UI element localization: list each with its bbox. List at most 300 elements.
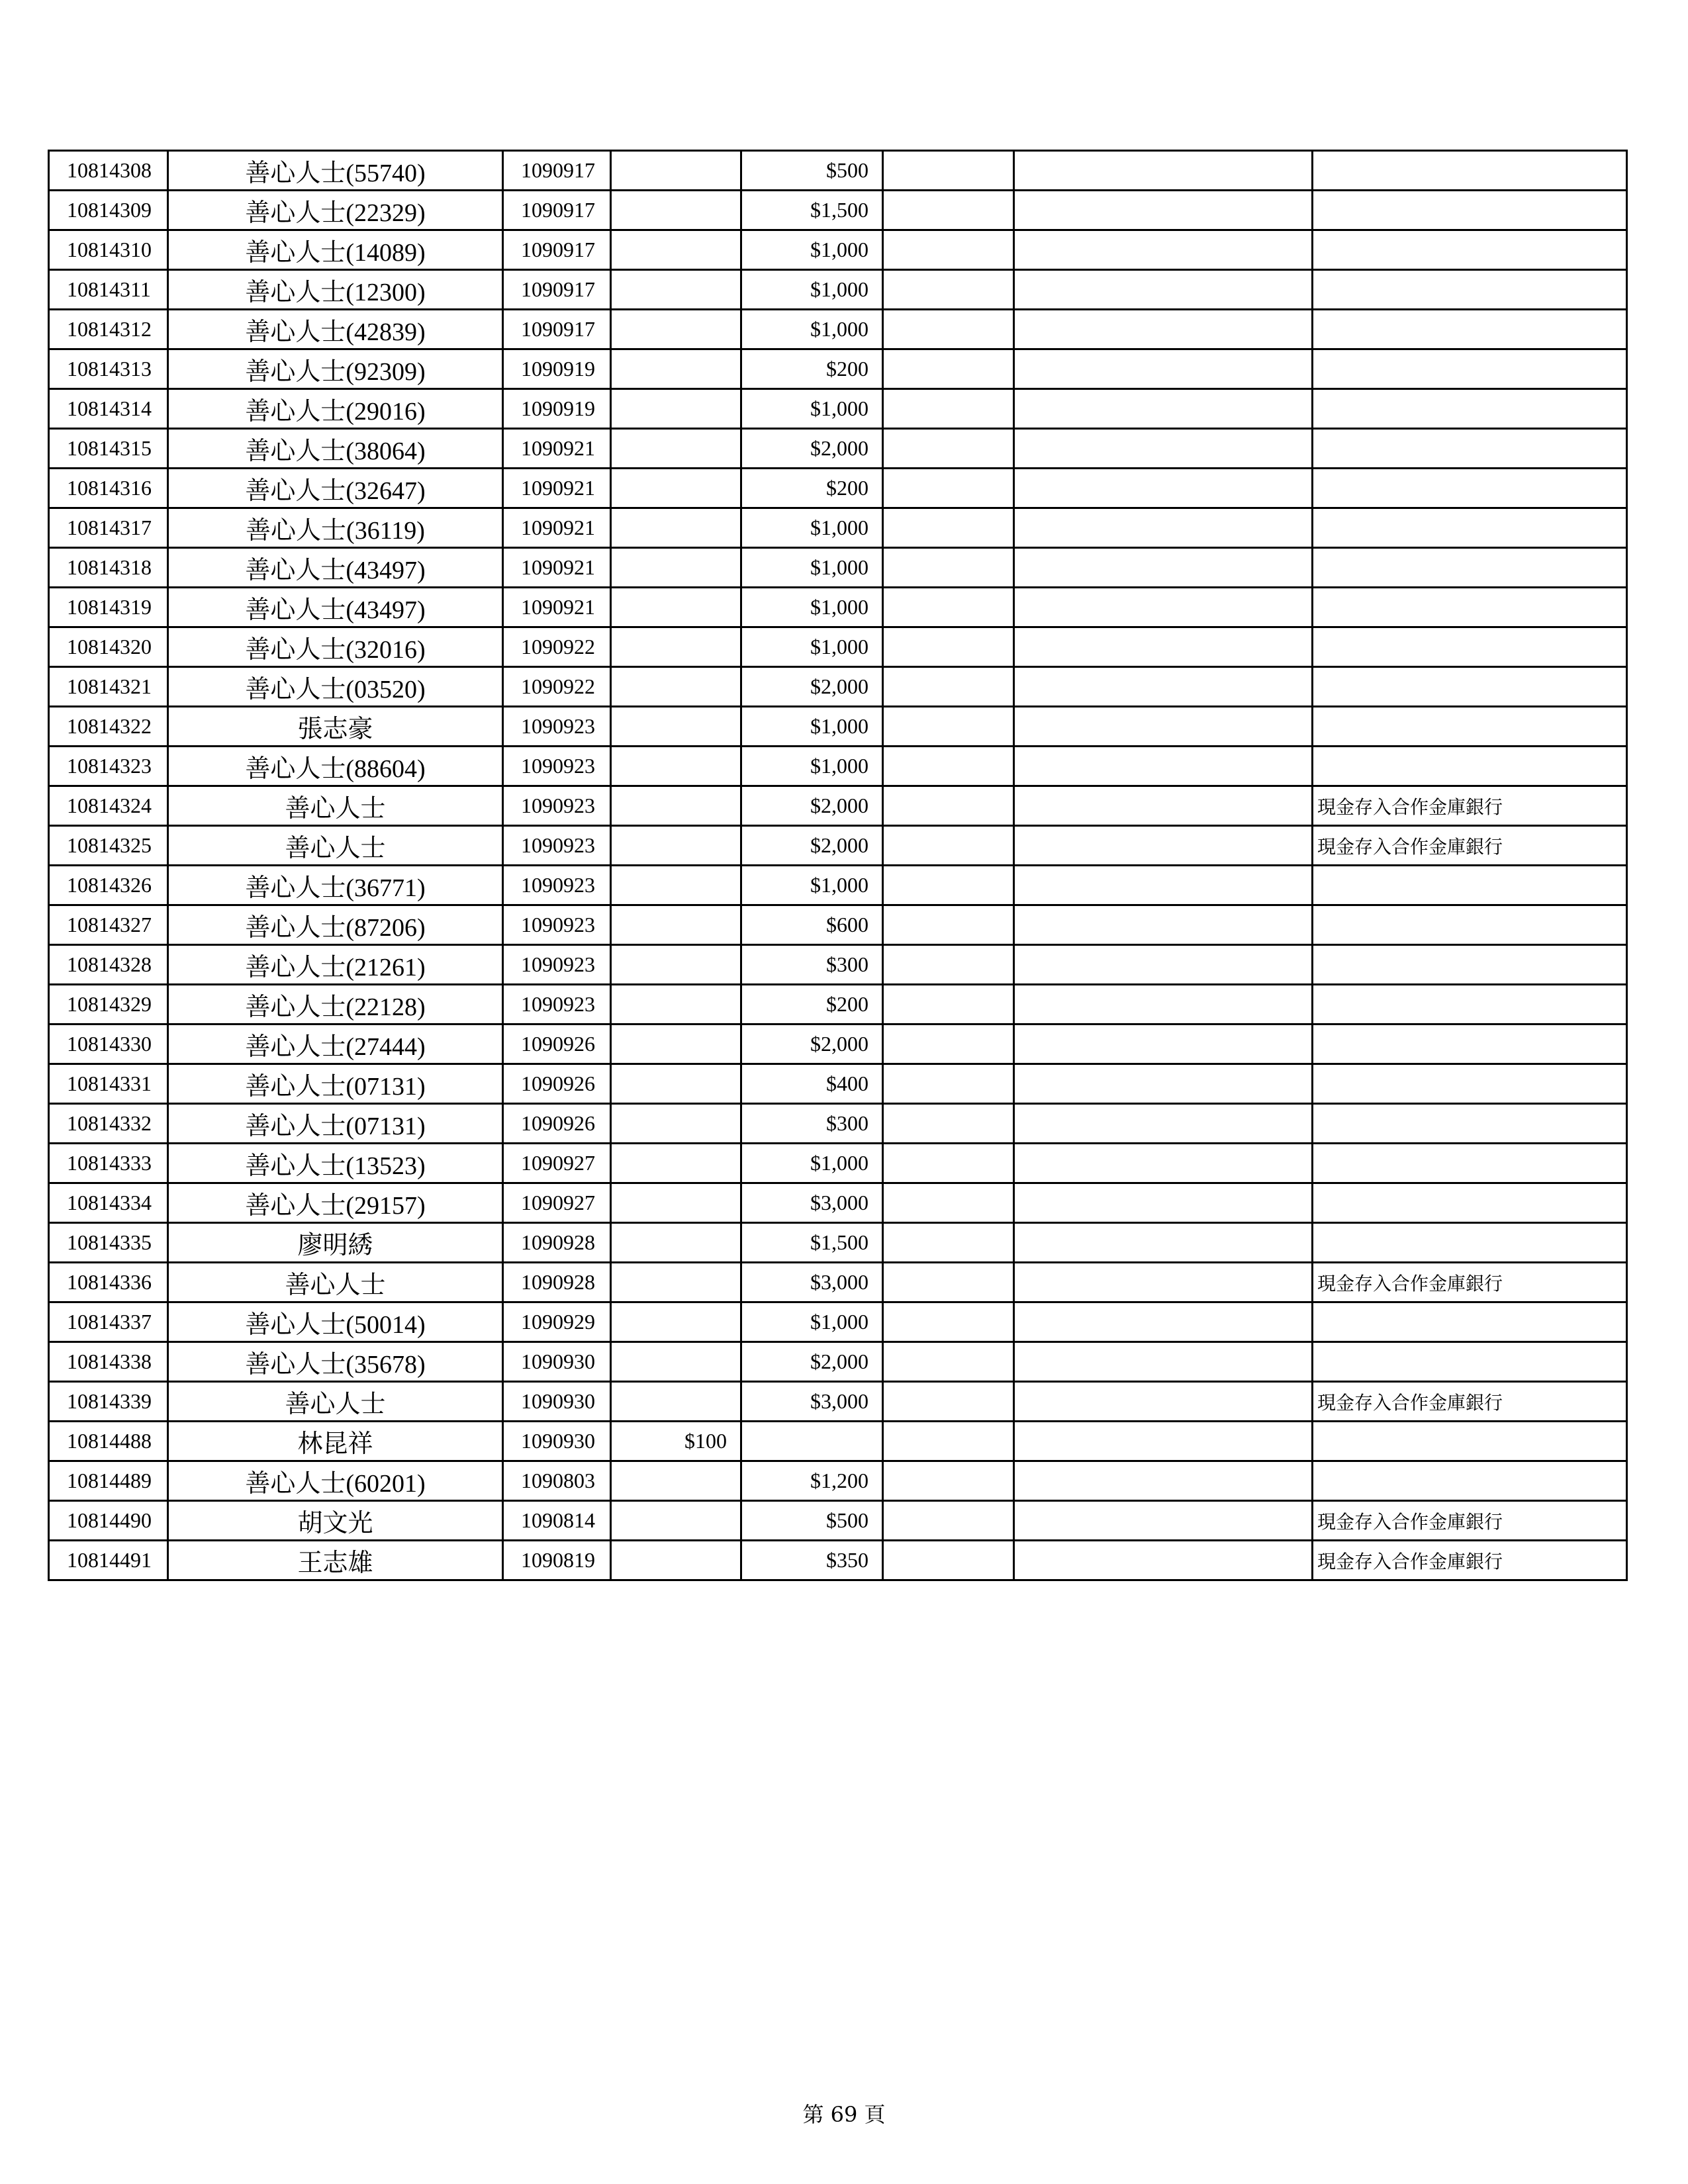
- donation-date-cell: 1090926: [503, 1024, 611, 1064]
- amount-cell-a: [611, 270, 741, 310]
- amount-cell-a: [611, 1302, 741, 1342]
- empty-cell-7: [1014, 1422, 1313, 1461]
- donation-date-cell: 1090923: [503, 905, 611, 945]
- donor-name-cell: 善心人士(42839): [168, 310, 503, 349]
- receipt-number-cell: 10814321: [49, 667, 168, 707]
- empty-cell-6: [883, 667, 1014, 707]
- empty-cell-7: [1014, 1461, 1313, 1501]
- remark-cell: [1313, 1223, 1627, 1263]
- remark-cell: [1313, 747, 1627, 786]
- table-row: [49, 1263, 1627, 1302]
- remark-cell: [1313, 627, 1627, 667]
- remark-cell: [1313, 1104, 1627, 1144]
- amount-cell-a: [611, 707, 741, 747]
- amount-cell-b: $350: [741, 1541, 883, 1580]
- amount-cell-b: $1,000: [741, 270, 883, 310]
- page-number: 第 69 頁: [802, 2102, 886, 2127]
- empty-cell-7: [1014, 1541, 1313, 1580]
- table-row: [49, 747, 1627, 786]
- donor-name-cell: 善心人士(07131): [168, 1104, 503, 1144]
- amount-cell-a: [611, 1263, 741, 1302]
- amount-cell-a: [611, 508, 741, 548]
- table-row: [49, 429, 1627, 469]
- empty-cell-6: [883, 945, 1014, 985]
- empty-cell-7: [1014, 627, 1313, 667]
- remark-cell: [1313, 389, 1627, 429]
- empty-cell-6: [883, 1223, 1014, 1263]
- table-row: [49, 1144, 1627, 1183]
- donation-date-cell: 1090803: [503, 1461, 611, 1501]
- remark-cell: [1313, 508, 1627, 548]
- empty-cell-6: [883, 786, 1014, 826]
- receipt-number-cell: 10814331: [49, 1064, 168, 1104]
- table-row: [49, 588, 1627, 627]
- table-row: [49, 151, 1627, 191]
- empty-cell-6: [883, 1263, 1014, 1302]
- remark-cell: [1313, 1064, 1627, 1104]
- empty-cell-7: [1014, 866, 1313, 905]
- donation-date-cell: 1090926: [503, 1064, 611, 1104]
- empty-cell-6: [883, 310, 1014, 349]
- receipt-number-cell: 10814324: [49, 786, 168, 826]
- amount-cell-b: $1,000: [741, 588, 883, 627]
- empty-cell-7: [1014, 1064, 1313, 1104]
- empty-cell-7: [1014, 270, 1313, 310]
- donation-date-cell: 1090917: [503, 230, 611, 270]
- empty-cell-6: [883, 1104, 1014, 1144]
- empty-cell-7: [1014, 747, 1313, 786]
- remark-cell: [1313, 1302, 1627, 1342]
- donor-name-cell: 善心人士: [168, 1382, 503, 1422]
- table-row: [49, 1382, 1627, 1422]
- receipt-number-cell: 10814338: [49, 1342, 168, 1382]
- amount-cell-b: $1,200: [741, 1461, 883, 1501]
- amount-cell-a: [611, 469, 741, 508]
- amount-cell-b: $2,000: [741, 667, 883, 707]
- amount-cell-a: [611, 588, 741, 627]
- amount-cell-a: [611, 1024, 741, 1064]
- amount-cell-a: [611, 191, 741, 230]
- remark-cell: [1313, 1144, 1627, 1183]
- table-row: [49, 786, 1627, 826]
- receipt-number-cell: 10814335: [49, 1223, 168, 1263]
- empty-cell-7: [1014, 1104, 1313, 1144]
- donation-date-cell: 1090923: [503, 747, 611, 786]
- donation-date-cell: 1090921: [503, 508, 611, 548]
- empty-cell-6: [883, 469, 1014, 508]
- receipt-number-cell: 10814490: [49, 1501, 168, 1541]
- donor-name-cell: 善心人士(43497): [168, 548, 503, 588]
- empty-cell-7: [1014, 191, 1313, 230]
- receipt-number-cell: 10814332: [49, 1104, 168, 1144]
- amount-cell-a: [611, 230, 741, 270]
- amount-cell-b: $2,000: [741, 1342, 883, 1382]
- empty-cell-7: [1014, 230, 1313, 270]
- amount-cell-b: $1,000: [741, 230, 883, 270]
- table-row: [49, 1422, 1627, 1461]
- donor-name-cell: 善心人士(35678): [168, 1342, 503, 1382]
- receipt-number-cell: 10814311: [49, 270, 168, 310]
- empty-cell-7: [1014, 985, 1313, 1024]
- empty-cell-6: [883, 508, 1014, 548]
- amount-cell-a: $100: [611, 1422, 741, 1461]
- remark-cell: [1313, 1342, 1627, 1382]
- donation-date-cell: 1090922: [503, 627, 611, 667]
- amount-cell-b: $3,000: [741, 1183, 883, 1223]
- empty-cell-6: [883, 1541, 1014, 1580]
- donation-date-cell: 1090921: [503, 469, 611, 508]
- donor-name-cell: 張志豪: [168, 707, 503, 747]
- empty-cell-6: [883, 1144, 1014, 1183]
- amount-cell-b: $1,000: [741, 548, 883, 588]
- empty-cell-6: [883, 866, 1014, 905]
- receipt-number-cell: 10814320: [49, 627, 168, 667]
- amount-cell-b: $1,000: [741, 1302, 883, 1342]
- donor-name-cell: 善心人士: [168, 826, 503, 866]
- amount-cell-b: $1,000: [741, 1144, 883, 1183]
- receipt-number-cell: 10814488: [49, 1422, 168, 1461]
- donation-date-cell: 1090921: [503, 429, 611, 469]
- amount-cell-a: [611, 747, 741, 786]
- empty-cell-6: [883, 1064, 1014, 1104]
- remark-cell: [1313, 1024, 1627, 1064]
- empty-cell-7: [1014, 945, 1313, 985]
- amount-cell-a: [611, 985, 741, 1024]
- donation-date-cell: 1090917: [503, 191, 611, 230]
- amount-cell-a: [611, 1104, 741, 1144]
- donation-date-cell: 1090917: [503, 270, 611, 310]
- remark-cell: [1313, 1422, 1627, 1461]
- remark-cell: [1313, 707, 1627, 747]
- empty-cell-7: [1014, 1144, 1313, 1183]
- table-row: [49, 1501, 1627, 1541]
- empty-cell-7: [1014, 429, 1313, 469]
- amount-cell-a: [611, 1342, 741, 1382]
- remark-cell: [1313, 866, 1627, 905]
- donor-name-cell: 善心人士(27444): [168, 1024, 503, 1064]
- empty-cell-6: [883, 1501, 1014, 1541]
- remark-cell: [1313, 985, 1627, 1024]
- receipt-number-cell: 10814323: [49, 747, 168, 786]
- donor-name-cell: 善心人士(32016): [168, 627, 503, 667]
- donation-date-cell: 1090923: [503, 945, 611, 985]
- amount-cell-b: $1,500: [741, 1223, 883, 1263]
- amount-cell-b: $300: [741, 1104, 883, 1144]
- empty-cell-6: [883, 905, 1014, 945]
- remark-cell: 現金存入合作金庫銀行: [1313, 826, 1627, 866]
- amount-cell-a: [611, 389, 741, 429]
- receipt-number-cell: 10814315: [49, 429, 168, 469]
- remark-cell: [1313, 667, 1627, 707]
- empty-cell-6: [883, 151, 1014, 191]
- remark-cell: [1313, 1461, 1627, 1501]
- donation-date-cell: 1090930: [503, 1382, 611, 1422]
- amount-cell-a: [611, 1223, 741, 1263]
- receipt-number-cell: 10814334: [49, 1183, 168, 1223]
- amount-cell-a: [611, 826, 741, 866]
- donor-name-cell: 善心人士(43497): [168, 588, 503, 627]
- table-row: [49, 1461, 1627, 1501]
- empty-cell-7: [1014, 1382, 1313, 1422]
- receipt-number-cell: 10814326: [49, 866, 168, 905]
- donation-date-cell: 1090917: [503, 310, 611, 349]
- donation-date-cell: 1090814: [503, 1501, 611, 1541]
- amount-cell-a: [611, 1501, 741, 1541]
- donation-date-cell: 1090923: [503, 985, 611, 1024]
- donation-date-cell: 1090917: [503, 151, 611, 191]
- empty-cell-6: [883, 707, 1014, 747]
- donation-date-cell: 1090930: [503, 1342, 611, 1382]
- table-row: [49, 866, 1627, 905]
- remark-cell: 現金存入合作金庫銀行: [1313, 1541, 1627, 1580]
- donation-date-cell: 1090929: [503, 1302, 611, 1342]
- table-row: [49, 508, 1627, 548]
- receipt-number-cell: 10814491: [49, 1541, 168, 1580]
- amount-cell-a: [611, 627, 741, 667]
- donor-name-cell: 廖明綉: [168, 1223, 503, 1263]
- empty-cell-6: [883, 1461, 1014, 1501]
- donation-date-cell: 1090919: [503, 389, 611, 429]
- empty-cell-7: [1014, 667, 1313, 707]
- amount-cell-a: [611, 1541, 741, 1580]
- empty-cell-7: [1014, 349, 1313, 389]
- empty-cell-7: [1014, 588, 1313, 627]
- table-row: [49, 1541, 1627, 1580]
- empty-cell-7: [1014, 1263, 1313, 1302]
- donation-date-cell: 1090928: [503, 1263, 611, 1302]
- table-row: [49, 627, 1627, 667]
- donor-name-cell: 善心人士: [168, 786, 503, 826]
- table-row: [49, 310, 1627, 349]
- empty-cell-6: [883, 1422, 1014, 1461]
- amount-cell-b: $1,000: [741, 747, 883, 786]
- donation-date-cell: 1090819: [503, 1541, 611, 1580]
- amount-cell-b: $500: [741, 151, 883, 191]
- ledger-body: [49, 151, 1627, 1580]
- amount-cell-b: $1,000: [741, 310, 883, 349]
- receipt-number-cell: 10814313: [49, 349, 168, 389]
- donation-ledger-table: [48, 150, 1628, 1581]
- table-row: [49, 191, 1627, 230]
- empty-cell-7: [1014, 389, 1313, 429]
- donor-name-cell: 善心人士(55740): [168, 151, 503, 191]
- empty-cell-6: [883, 270, 1014, 310]
- amount-cell-a: [611, 667, 741, 707]
- donation-date-cell: 1090927: [503, 1183, 611, 1223]
- amount-cell-a: [611, 310, 741, 349]
- remark-cell: 現金存入合作金庫銀行: [1313, 786, 1627, 826]
- donor-name-cell: 王志雄: [168, 1541, 503, 1580]
- empty-cell-7: [1014, 905, 1313, 945]
- donor-name-cell: 胡文光: [168, 1501, 503, 1541]
- receipt-number-cell: 10814336: [49, 1263, 168, 1302]
- table-row: [49, 1302, 1627, 1342]
- amount-cell-a: [611, 429, 741, 469]
- table-row: [49, 1183, 1627, 1223]
- amount-cell-a: [611, 866, 741, 905]
- empty-cell-7: [1014, 1342, 1313, 1382]
- donor-name-cell: 善心人士(12300): [168, 270, 503, 310]
- remark-cell: [1313, 905, 1627, 945]
- remark-cell: [1313, 945, 1627, 985]
- amount-cell-b: $2,000: [741, 1024, 883, 1064]
- receipt-number-cell: 10814309: [49, 191, 168, 230]
- amount-cell-b: $500: [741, 1501, 883, 1541]
- remark-cell: [1313, 310, 1627, 349]
- amount-cell-b: $1,000: [741, 389, 883, 429]
- donor-name-cell: 善心人士(38064): [168, 429, 503, 469]
- amount-cell-b: $3,000: [741, 1263, 883, 1302]
- amount-cell-b: $1,000: [741, 627, 883, 667]
- amount-cell-a: [611, 151, 741, 191]
- remark-cell: 現金存入合作金庫銀行: [1313, 1382, 1627, 1422]
- empty-cell-7: [1014, 1024, 1313, 1064]
- receipt-number-cell: 10814325: [49, 826, 168, 866]
- table-row: [49, 985, 1627, 1024]
- empty-cell-6: [883, 349, 1014, 389]
- donor-name-cell: 林昆祥: [168, 1422, 503, 1461]
- remark-cell: [1313, 151, 1627, 191]
- amount-cell-a: [611, 786, 741, 826]
- amount-cell-a: [611, 1064, 741, 1104]
- receipt-number-cell: 10814329: [49, 985, 168, 1024]
- empty-cell-7: [1014, 1223, 1313, 1263]
- empty-cell-6: [883, 1024, 1014, 1064]
- amount-cell-b: [741, 1422, 883, 1461]
- amount-cell-b: $1,500: [741, 191, 883, 230]
- amount-cell-b: $600: [741, 905, 883, 945]
- donor-name-cell: 善心人士(92309): [168, 349, 503, 389]
- table-row: [49, 905, 1627, 945]
- donor-name-cell: 善心人士(22128): [168, 985, 503, 1024]
- remark-cell: [1313, 1183, 1627, 1223]
- remark-cell: [1313, 429, 1627, 469]
- table-row: [49, 389, 1627, 429]
- empty-cell-7: [1014, 310, 1313, 349]
- amount-cell-b: $1,000: [741, 508, 883, 548]
- amount-cell-a: [611, 905, 741, 945]
- empty-cell-7: [1014, 1501, 1313, 1541]
- donation-date-cell: 1090923: [503, 786, 611, 826]
- remark-cell: 現金存入合作金庫銀行: [1313, 1263, 1627, 1302]
- table-row: [49, 469, 1627, 508]
- receipt-number-cell: 10814318: [49, 548, 168, 588]
- amount-cell-a: [611, 945, 741, 985]
- empty-cell-6: [883, 826, 1014, 866]
- donor-name-cell: 善心人士(50014): [168, 1302, 503, 1342]
- empty-cell-7: [1014, 469, 1313, 508]
- empty-cell-7: [1014, 826, 1313, 866]
- empty-cell-7: [1014, 548, 1313, 588]
- empty-cell-6: [883, 1302, 1014, 1342]
- donation-date-cell: 1090921: [503, 588, 611, 627]
- table-row: [49, 1223, 1627, 1263]
- empty-cell-7: [1014, 151, 1313, 191]
- donor-name-cell: 善心人士(88604): [168, 747, 503, 786]
- amount-cell-b: $200: [741, 469, 883, 508]
- empty-cell-6: [883, 548, 1014, 588]
- amount-cell-a: [611, 1144, 741, 1183]
- table-row: [49, 826, 1627, 866]
- remark-cell: [1313, 270, 1627, 310]
- receipt-number-cell: 10814310: [49, 230, 168, 270]
- donor-name-cell: 善心人士(29016): [168, 389, 503, 429]
- empty-cell-6: [883, 429, 1014, 469]
- amount-cell-a: [611, 1382, 741, 1422]
- donor-name-cell: 善心人士(32647): [168, 469, 503, 508]
- amount-cell-b: $400: [741, 1064, 883, 1104]
- empty-cell-6: [883, 1342, 1014, 1382]
- receipt-number-cell: 10814312: [49, 310, 168, 349]
- table-row: [49, 945, 1627, 985]
- amount-cell-b: $200: [741, 985, 883, 1024]
- table-row: [49, 1024, 1627, 1064]
- table-row: [49, 667, 1627, 707]
- receipt-number-cell: 10814328: [49, 945, 168, 985]
- donor-name-cell: 善心人士(36771): [168, 866, 503, 905]
- amount-cell-a: [611, 1461, 741, 1501]
- amount-cell-b: $200: [741, 349, 883, 389]
- empty-cell-7: [1014, 707, 1313, 747]
- donor-name-cell: 善心人士(36119): [168, 508, 503, 548]
- amount-cell-b: $1,000: [741, 866, 883, 905]
- empty-cell-6: [883, 230, 1014, 270]
- receipt-number-cell: 10814317: [49, 508, 168, 548]
- donation-date-cell: 1090923: [503, 866, 611, 905]
- donor-name-cell: 善心人士(07131): [168, 1064, 503, 1104]
- receipt-number-cell: 10814337: [49, 1302, 168, 1342]
- donor-name-cell: 善心人士(22329): [168, 191, 503, 230]
- receipt-number-cell: 10814308: [49, 151, 168, 191]
- amount-cell-b: $3,000: [741, 1382, 883, 1422]
- table-row: [49, 548, 1627, 588]
- amount-cell-b: $2,000: [741, 826, 883, 866]
- donor-name-cell: 善心人士(60201): [168, 1461, 503, 1501]
- empty-cell-6: [883, 747, 1014, 786]
- donation-date-cell: 1090930: [503, 1422, 611, 1461]
- table-row: [49, 349, 1627, 389]
- empty-cell-7: [1014, 508, 1313, 548]
- remark-cell: [1313, 469, 1627, 508]
- remark-cell: [1313, 548, 1627, 588]
- amount-cell-a: [611, 548, 741, 588]
- table-row: [49, 707, 1627, 747]
- donation-date-cell: 1090923: [503, 826, 611, 866]
- donor-name-cell: 善心人士(14089): [168, 230, 503, 270]
- donation-date-cell: 1090922: [503, 667, 611, 707]
- donor-name-cell: 善心人士: [168, 1263, 503, 1302]
- table-row: [49, 270, 1627, 310]
- receipt-number-cell: 10814316: [49, 469, 168, 508]
- empty-cell-6: [883, 588, 1014, 627]
- receipt-number-cell: 10814319: [49, 588, 168, 627]
- amount-cell-a: [611, 349, 741, 389]
- amount-cell-b: $1,000: [741, 707, 883, 747]
- receipt-number-cell: 10814339: [49, 1382, 168, 1422]
- donor-name-cell: 善心人士(29157): [168, 1183, 503, 1223]
- empty-cell-6: [883, 627, 1014, 667]
- remark-cell: [1313, 191, 1627, 230]
- receipt-number-cell: 10814489: [49, 1461, 168, 1501]
- remark-cell: 現金存入合作金庫銀行: [1313, 1501, 1627, 1541]
- amount-cell-b: $2,000: [741, 429, 883, 469]
- empty-cell-6: [883, 1183, 1014, 1223]
- empty-cell-7: [1014, 786, 1313, 826]
- receipt-number-cell: 10814333: [49, 1144, 168, 1183]
- amount-cell-a: [611, 1183, 741, 1223]
- donor-name-cell: 善心人士(03520): [168, 667, 503, 707]
- empty-cell-6: [883, 985, 1014, 1024]
